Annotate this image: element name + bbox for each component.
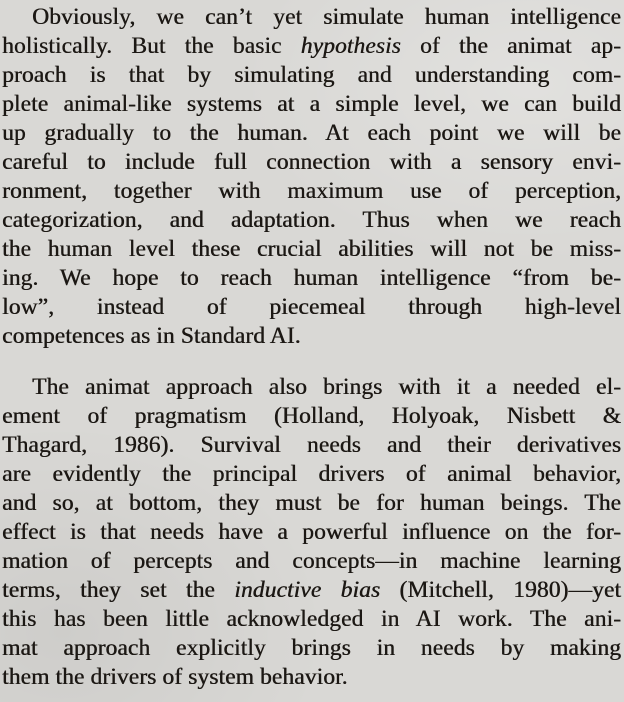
text-line [2, 489, 621, 518]
text-segment: them the drivers of system behavior. [2, 664, 348, 690]
paragraph [2, 373, 621, 692]
text-line [2, 293, 621, 322]
text-segment: careful to include full connection with a sensory envi- [2, 149, 621, 175]
text-line [2, 148, 621, 177]
text-segment: of the animat ap- [400, 33, 622, 59]
text-segment: Thagard, 1986). Survival needs and their derivatives [2, 432, 621, 458]
text-line [2, 206, 621, 235]
paragraph [2, 3, 621, 351]
text-segment: low”, instead of piecemeal through high-level [2, 294, 621, 320]
text-line [2, 605, 621, 634]
document-body [2, 3, 621, 692]
text-line [2, 373, 621, 402]
text-line [2, 547, 621, 576]
text-segment: holistically. But the basic [2, 33, 301, 59]
text-line [2, 634, 621, 663]
text-segment: mation of percepts and concepts—in machine learning [2, 548, 621, 574]
text-segment: proach is that by simulating and understanding com- [2, 62, 621, 88]
text-line [2, 576, 621, 605]
text-segment: ement of pragmatism (Holland, Holyoak, Nisbett & [2, 403, 621, 429]
text-segment: The animat approach also brings with it a needed el- [32, 374, 621, 400]
text-line [2, 32, 621, 61]
text-line [2, 431, 621, 460]
text-line [2, 518, 621, 547]
text-segment: are evidently the principal drivers of animal behavior, [2, 461, 621, 487]
text-segment: categorization, and adaptation. Thus when we reach [2, 207, 621, 233]
text-segment: this has been little acknowledged in AI work. The ani- [2, 606, 621, 632]
text-segment: ronment, together with maximum use of perception, [2, 178, 621, 204]
text-segment: mat approach explicitly brings in needs by making [2, 635, 621, 661]
text-line [2, 322, 621, 351]
text-segment: plete animal-like systems at a simple level, we can build [2, 91, 621, 117]
text-segment: up gradually to the human. At each point we will be [2, 120, 621, 146]
text-line [2, 460, 621, 489]
text-segment: and so, at bottom, they must be for human beings. The [2, 490, 621, 516]
text-line [2, 3, 621, 32]
text-segment: Obviously, we can’t yet simulate human intelligence [32, 4, 621, 30]
text-line [2, 235, 621, 264]
italic-text: inductive bias [234, 577, 381, 603]
text-line [2, 90, 621, 119]
text-line [2, 264, 621, 293]
text-line [2, 177, 621, 206]
text-segment: ing. We hope to reach human intelligence “from be- [2, 265, 621, 291]
text-segment: the human level these crucial abilities will not be miss- [2, 236, 621, 262]
text-segment: effect is that needs have a powerful influence on the for- [2, 519, 621, 545]
text-line [2, 119, 621, 148]
text-line [2, 663, 621, 692]
text-line [2, 61, 621, 90]
text-segment: (Mitchell, 1980)—yet [380, 577, 622, 603]
text-line [2, 402, 621, 431]
text-segment: terms, they set the [2, 577, 235, 603]
italic-text: hypothesis [300, 33, 401, 59]
text-segment: competences as in Standard AI. [2, 323, 301, 349]
